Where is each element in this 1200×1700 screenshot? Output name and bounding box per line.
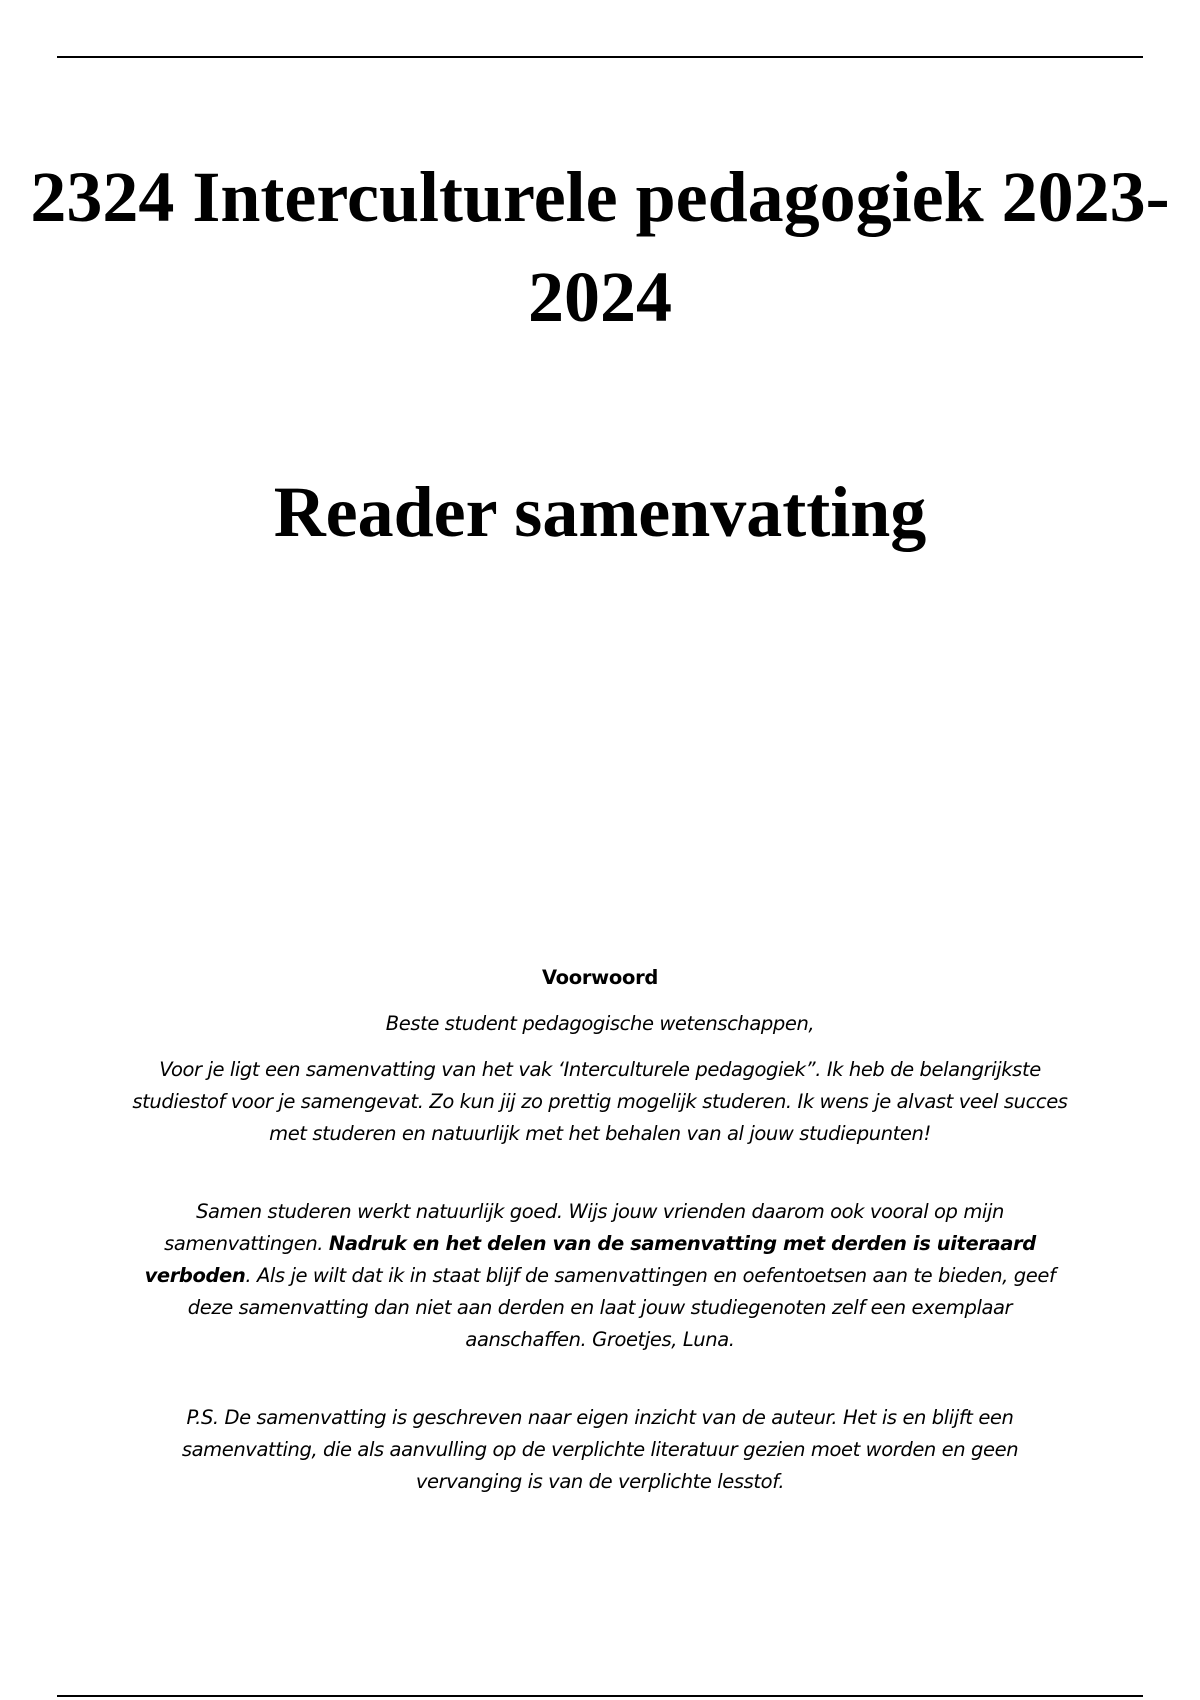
- foreword-salutation: Beste student pedagogische wetenschappen,: [385, 1012, 815, 1035]
- document-subtitle: Reader samenvatting: [273, 472, 927, 552]
- foreword-paragraph-2: [130, 1196, 1070, 1356]
- foreword-heading: Voorwoord: [541, 966, 659, 989]
- bottom-rule: [57, 1695, 1143, 1697]
- top-rule: [57, 56, 1143, 58]
- foreword-paragraph-1: Voor je ligt een samenvatting van het vak ‘Interculturele pedagogiek”. Ik heb de belangrijkste studiestof voor je samengevat. Zo kun jij zo prettig mogelijk studeren. Ik wens je alvast veel succes met studeren en natuurlijk met het behalen van al jouw studiepunten!: [132, 1058, 1068, 1145]
- foreword-paragraph-2-start: Samen studeren werkt natuurlijk goed. Wijs jouw vrienden daarom ook vooral op mijn samenvattingen.: [164, 1200, 1004, 1255]
- foreword-paragraph-3: P.S. De samenvatting is geschreven naar eigen inzicht van de auteur. Het is en blijft een samenvatting, die als aanvulling op de verplichte literatuur gezien moet worden en geen vervanging is van de verplichte lesstof.: [181, 1406, 1019, 1493]
- foreword-paragraph-2-bold: Nadruk en het delen van de samenvatting met derden is uiteraard verboden: [144, 1232, 1036, 1287]
- foreword-section: [130, 962, 1070, 1498]
- document-title: 2324 Interculturele pedagogiek 2023-2024: [30, 157, 1170, 337]
- foreword-paragraph-2-end: . Als je wilt dat ik in staat blijf de samenvattingen en oefentoetsen aan te bieden, geef deze samenvatting dan niet aan derden en laat jouw studiegenoten zelf een exemplaar aanschaffen. Groetjes, Luna.: [187, 1264, 1056, 1351]
